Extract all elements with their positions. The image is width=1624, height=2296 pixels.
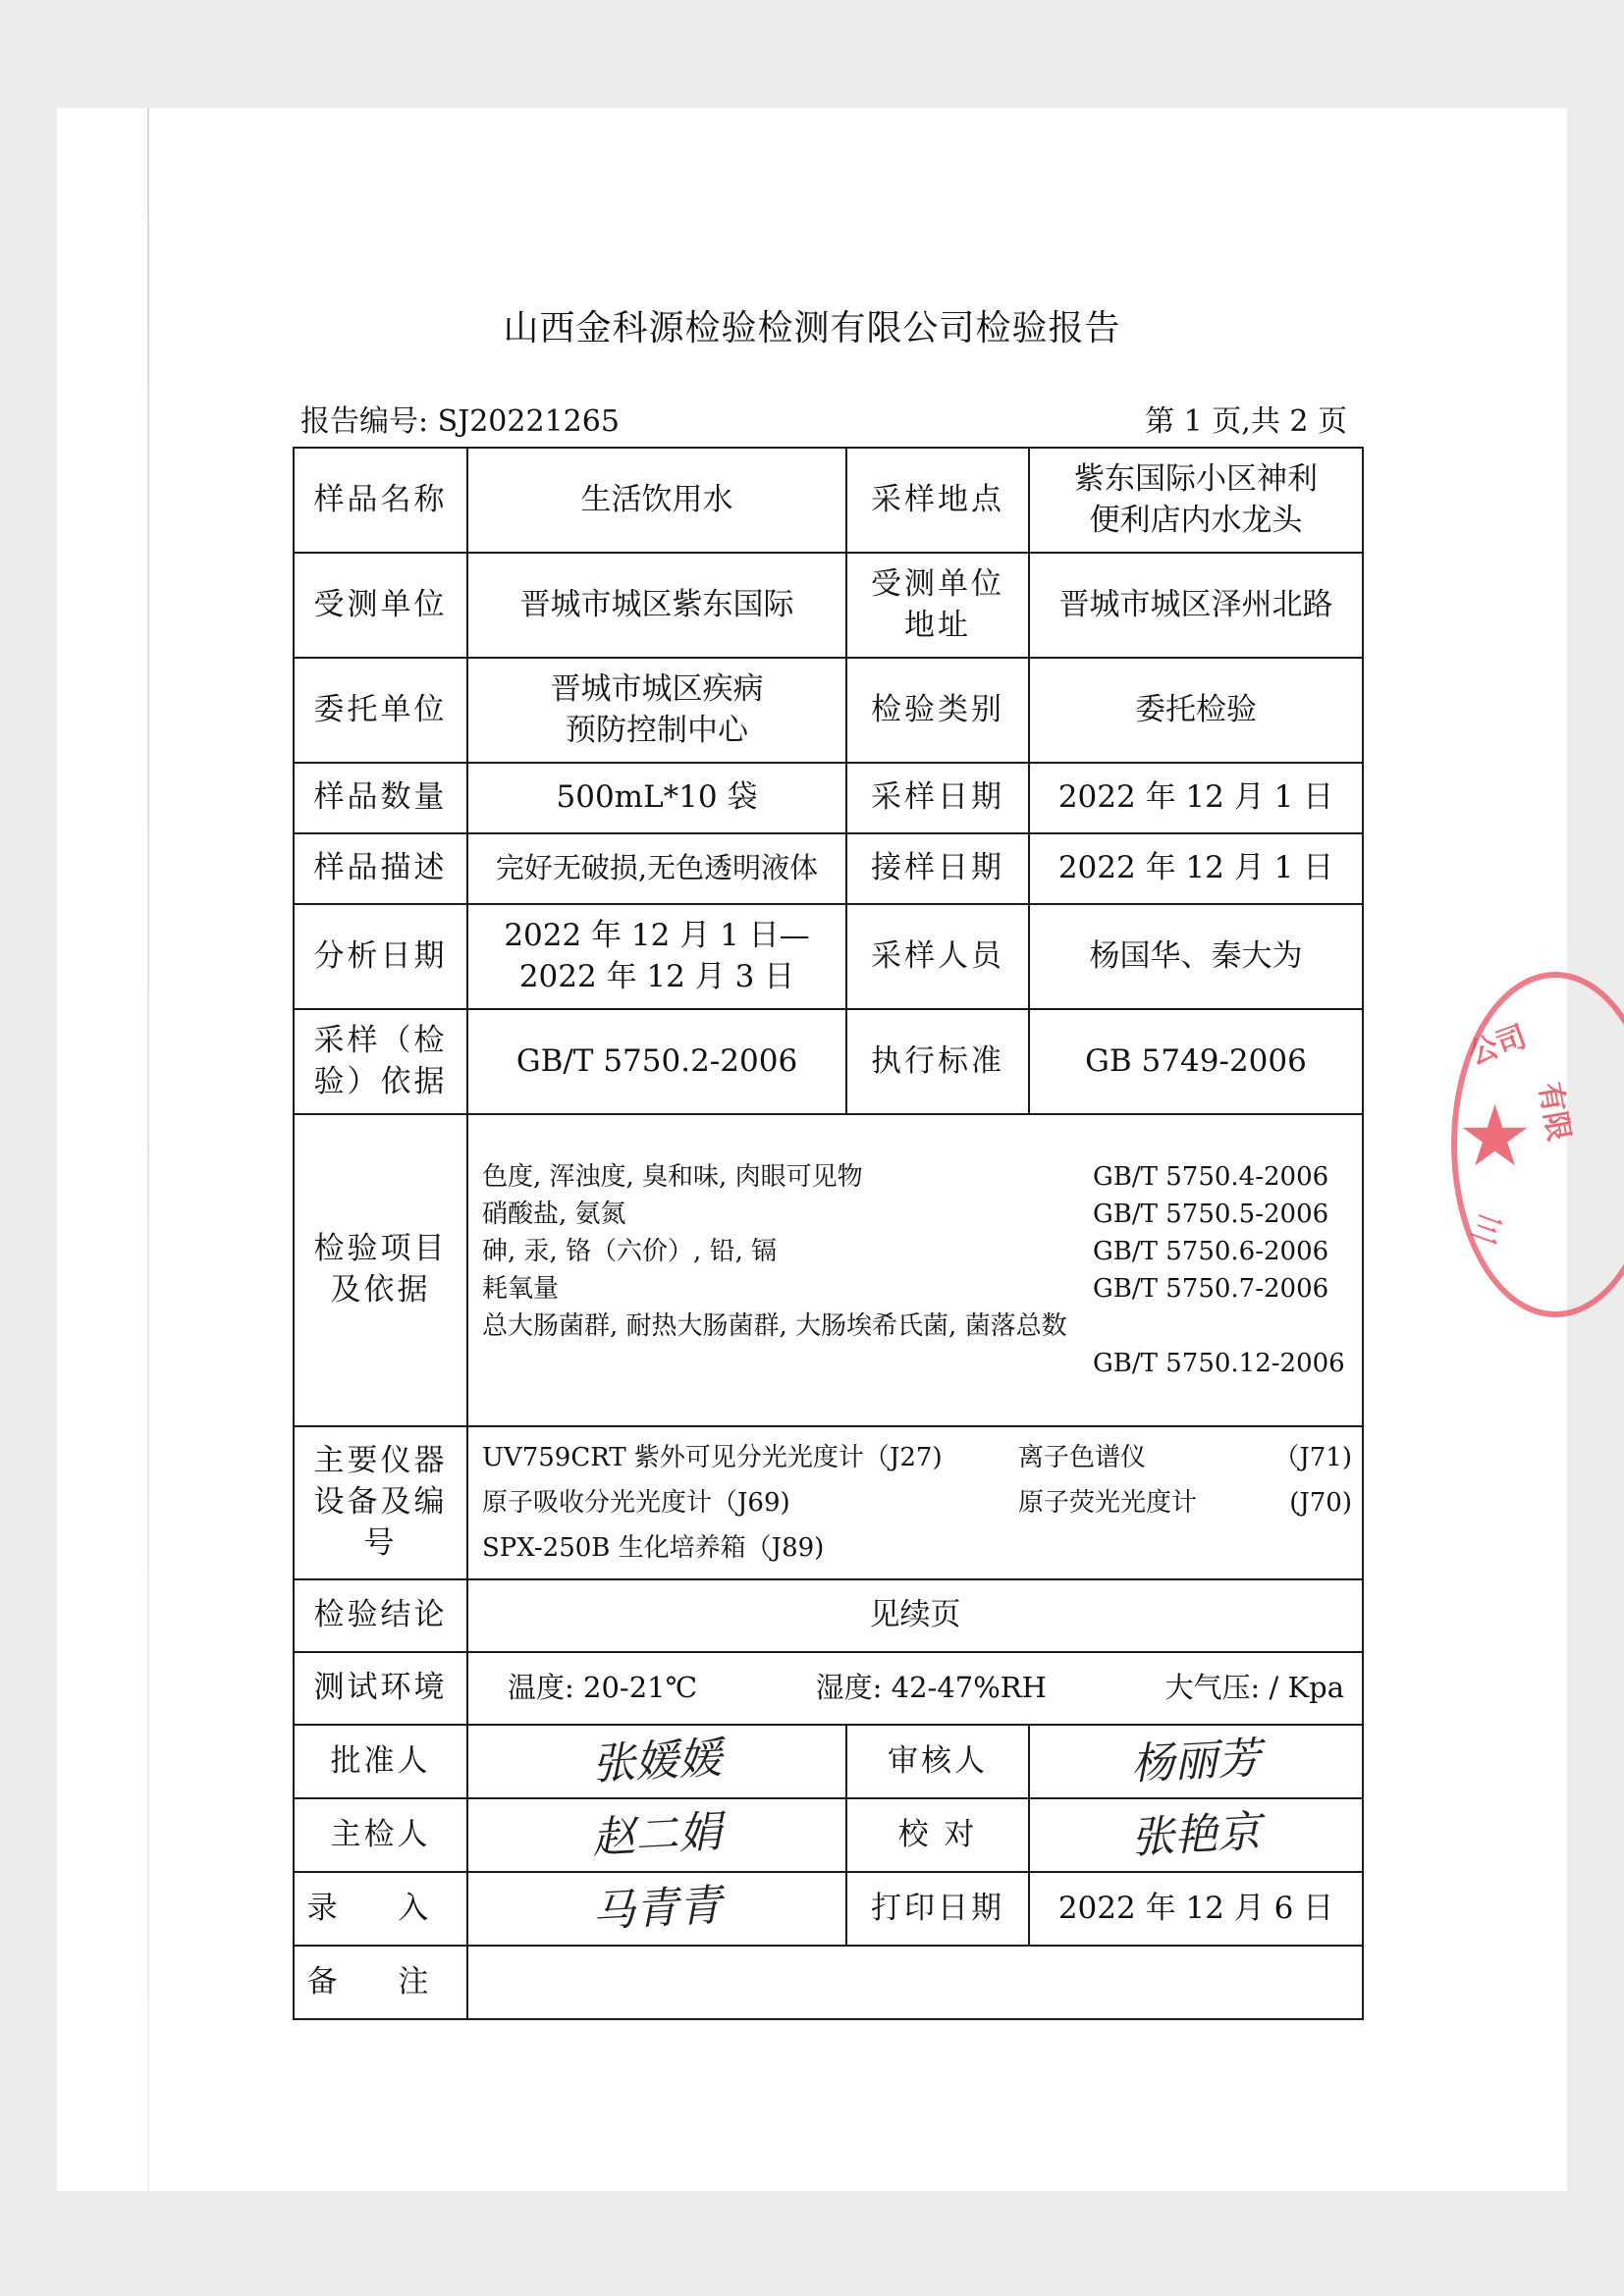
seal-text: 公司 (1464, 1019, 1532, 1072)
item-name: 总大肠菌群, 耐热大肠菌群, 大肠埃希氏菌, 菌落总数 (482, 1311, 1067, 1341)
reviewer-label: 审核人 (846, 1725, 1029, 1798)
analysis-date-text: 2022 年 12 月 1 日— 2022 年 12 月 3 日 (504, 917, 810, 994)
item-row (482, 1308, 1350, 1345)
test-type-label: 检验类别 (846, 658, 1029, 763)
basis-label-text: 采样（检 验）依据 (313, 1022, 448, 1099)
standard-label: 执行标准 (846, 1009, 1029, 1114)
scan-edge (147, 108, 149, 2191)
row-basis (294, 1009, 1363, 1114)
item-standard: GB/T 5750.4-2006 (1093, 1162, 1329, 1192)
equipment-item: 原子荧光光度计 (1018, 1488, 1198, 1518)
sampling-site-text: 紫东国际小区神利 便利店内水龙头 (1074, 460, 1318, 538)
item-standard: GB/T 5750.5-2006 (1093, 1200, 1329, 1229)
pressure: 大气压: / Kpa (1164, 1671, 1344, 1705)
item-name: 硝酸盐, 氨氮 (482, 1200, 626, 1229)
item-row (482, 1270, 1350, 1308)
reviewer-signature (1029, 1725, 1363, 1798)
seal-star-icon: ★ (1457, 1088, 1534, 1186)
row-entry (294, 1872, 1363, 1946)
basis-value: GB/T 5750.2-2006 (467, 1009, 846, 1114)
page-info: 第 1 页,共 2 页 (1145, 404, 1347, 439)
entry-label: 录 入 (294, 1872, 467, 1946)
item-name: 色度, 浑浊度, 臭和味, 肉眼可见物 (482, 1162, 863, 1192)
equipment-item: 原子吸收分光光度计（J69) (482, 1488, 790, 1518)
equipment-code: (J70) (1289, 1488, 1352, 1518)
row-sample-name (294, 448, 1363, 553)
env-values (467, 1652, 1363, 1725)
basis-label (294, 1009, 467, 1114)
env-label: 测试环境 (294, 1652, 467, 1725)
sampling-date-value: 2022 年 12 月 1 日 (1029, 763, 1363, 833)
remarks-label: 备 注 (294, 1946, 467, 2019)
equipment-item: 离子色谱仪 (1018, 1443, 1147, 1472)
seal-text: 三 (1466, 1208, 1506, 1252)
description-value: 完好无破损,无色透明液体 (467, 833, 846, 904)
row-inspector (294, 1798, 1363, 1872)
sample-name-value: 生活饮用水 (467, 448, 846, 553)
approver-signature-text: 张媛媛 (590, 1733, 724, 1790)
client-label: 委托单位 (294, 658, 467, 763)
entry-signature-text: 马青青 (590, 1880, 724, 1938)
standard-value: GB 5749-2006 (1029, 1009, 1363, 1114)
sampling-date-label: 采样日期 (846, 763, 1029, 833)
equipment-label-text: 主要仪器 设备及编 号 (313, 1443, 448, 1561)
item-standard: GB/T 5750.6-2006 (1093, 1237, 1329, 1266)
items-list (467, 1114, 1363, 1426)
item-row (482, 1158, 1350, 1196)
sampling-site-label: 采样地点 (846, 448, 1029, 553)
tested-address-label (846, 553, 1029, 658)
row-quantity (294, 763, 1363, 833)
description-label: 样品描述 (294, 833, 467, 904)
conclusion-value: 见续页 (467, 1579, 1363, 1652)
tested-address-value: 晋城市城区泽州北路 (1029, 553, 1363, 658)
equipment-row (482, 1525, 1352, 1571)
conclusion-label: 检验结论 (294, 1579, 467, 1652)
approver-label: 批准人 (294, 1725, 467, 1798)
item-name: 砷, 汞, 铬（六价）, 铅, 镉 (482, 1237, 778, 1266)
equipment-list (467, 1426, 1363, 1579)
quantity-label: 样品数量 (294, 763, 467, 833)
item-standard: GB/T 5750.12-2006 (1093, 1349, 1345, 1378)
items-label (294, 1114, 467, 1426)
tested-unit-label: 受测单位 (294, 553, 467, 658)
item-name: 耗氧量 (482, 1274, 560, 1304)
analysis-date-label: 分析日期 (294, 904, 467, 1009)
item-row (482, 1196, 1350, 1233)
row-equipment (294, 1426, 1363, 1579)
item-row (482, 1345, 1350, 1382)
sampler-label: 采样人员 (846, 904, 1029, 1009)
equipment-row (482, 1435, 1352, 1480)
quantity-value: 500mL*10 袋 (467, 763, 846, 833)
analysis-date-value (467, 904, 846, 1009)
inspector-signature (467, 1798, 846, 1872)
reviewer-signature-text: 杨丽芳 (1129, 1733, 1263, 1790)
row-environment (294, 1652, 1363, 1725)
proofreader-label: 校 对 (846, 1798, 1029, 1872)
client-value (467, 658, 846, 763)
equipment-item: SPX-250B 生化培养箱（J89) (482, 1533, 825, 1563)
equipment-label (294, 1426, 467, 1579)
test-type-value: 委托检验 (1029, 658, 1363, 763)
proofreader-signature-text: 张艳京 (1129, 1806, 1263, 1864)
row-tested-unit (294, 553, 1363, 658)
proofreader-signature (1029, 1798, 1363, 1872)
item-row (482, 1233, 1350, 1270)
client-text: 晋城市城区疾病 预防控制中心 (550, 670, 764, 748)
inspector-label: 主检人 (294, 1798, 467, 1872)
row-conclusion (294, 1579, 1363, 1652)
sampler-value: 杨国华、秦大为 (1029, 904, 1363, 1009)
row-description (294, 833, 1363, 904)
equipment-code: （J71) (1273, 1443, 1352, 1472)
row-remarks (294, 1946, 1363, 2019)
temperature: 温度: 20-21℃ (508, 1671, 698, 1705)
report-number: 报告编号: SJ20221265 (300, 404, 620, 439)
row-approver (294, 1725, 1363, 1798)
row-items (294, 1114, 1363, 1426)
seal-text: 有限 (1532, 1080, 1576, 1145)
report-title: 山西金科源检验检测有限公司检验报告 (503, 308, 1121, 348)
entry-signature (467, 1872, 846, 1946)
receipt-date-label: 接样日期 (846, 833, 1029, 904)
print-date-value: 2022 年 12 月 6 日 (1029, 1872, 1363, 1946)
tested-unit-value: 晋城市城区紫东国际 (467, 553, 846, 658)
humidity: 湿度: 42-47%RH (815, 1671, 1047, 1705)
items-label-text: 检验项目 及依据 (313, 1231, 448, 1308)
print-date-label: 打印日期 (846, 1872, 1029, 1946)
tested-address-label-text: 受测单位 地址 (871, 565, 1004, 643)
equipment-row (482, 1480, 1352, 1525)
row-analysis-date (294, 904, 1363, 1009)
report-table (293, 447, 1364, 2020)
equipment-item: UV759CRT 紫外可见分光光度计（J27) (482, 1443, 943, 1472)
receipt-date-value: 2022 年 12 月 1 日 (1029, 833, 1363, 904)
inspector-signature-text: 赵二娟 (590, 1806, 724, 1864)
approver-signature (467, 1725, 846, 1798)
item-standard: GB/T 5750.7-2006 (1093, 1274, 1329, 1304)
row-client (294, 658, 1363, 763)
sampling-site-value (1029, 448, 1363, 553)
sample-name-label: 样品名称 (294, 448, 467, 553)
remarks-value (467, 1946, 1363, 2019)
